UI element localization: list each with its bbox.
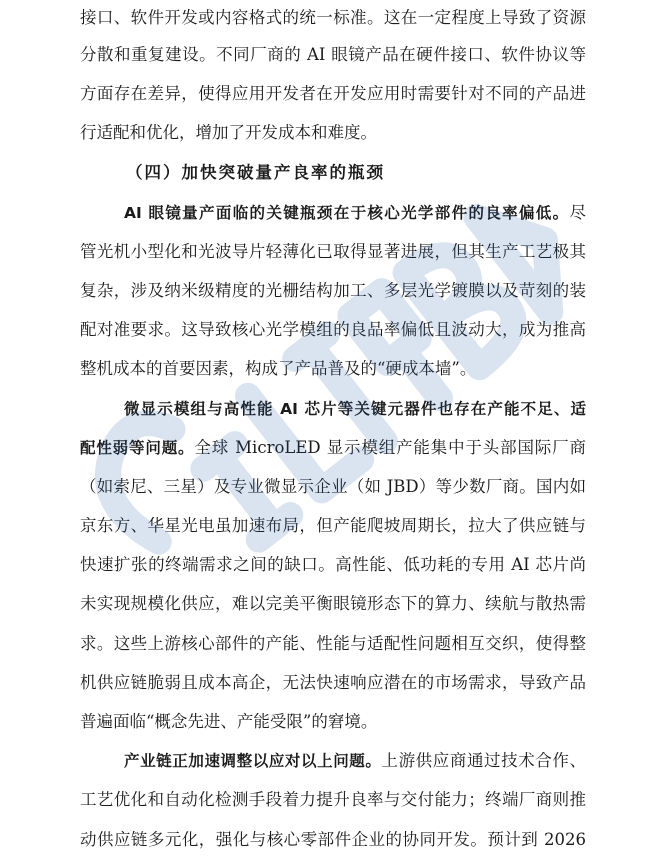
bold-lead-sentence: 微显示模组与高性能 AI 芯片等关键元器件也存在产能不足、适 bbox=[124, 399, 586, 418]
text-line: 分散和重复建设。不同厂商的 AI 眼镜产品在硬件接口、软件协议等 bbox=[80, 45, 586, 64]
text-line: （如索尼、三星）及专业微显示企业（如 JBD）等少数厂商。国内如 bbox=[80, 476, 586, 496]
text-line bbox=[80, 193, 586, 232]
text-fragment: 尽 bbox=[569, 202, 586, 222]
section-heading: （四）加快突破量产良率的瓶颈 bbox=[126, 162, 385, 182]
text-line: 快速扩张的终端需求之间的缺口。高性能、低功耗的专用 AI 芯片尚 bbox=[80, 555, 586, 575]
text-fragment: 上游供应商通过技术合作、 bbox=[381, 751, 586, 771]
text-line: 配对准要求。这导致核心光学模组的良品率偏低且波动大，成为推高 bbox=[80, 320, 586, 340]
text-line: 京东方、华星光电虽加速布局，但产能爬坡周期长，拉大了供应链与 bbox=[80, 516, 586, 536]
text-line: 普遍面临“概念先进、产能受限”的窘境。 bbox=[80, 712, 378, 731]
text-line bbox=[80, 389, 586, 428]
bold-lead-sentence: 配性弱等问题。 bbox=[80, 438, 195, 457]
text-line: 动供应链多元化，强化与核心零部件企业的协同开发。预计到 2026 bbox=[80, 829, 586, 849]
text-line bbox=[80, 428, 586, 467]
bold-lead-sentence: AI 眼镜量产面临的关键瓶颈在于核心光学部件的良率偏低。 bbox=[124, 203, 570, 222]
text-line: 未实现规模化供应，难以完美平衡眼镜形态下的算力、续航与散热需 bbox=[80, 594, 586, 614]
text-line: 接口、软件开发或内容格式的统一标准。这在一定程度上导致了资源 bbox=[80, 8, 586, 27]
text-line: 求。这些上游核心部件的产能、性能与适配性问题相互交织，使得整 bbox=[80, 633, 586, 653]
text-line bbox=[80, 741, 586, 780]
text-line: 管光机小型化和光波导片轻薄化已取得显著进展，但其生产工艺极其 bbox=[80, 241, 586, 261]
text-line: 复杂，涉及纳米级精度的光栅结构加工、多层光学镀膜以及苛刻的装 bbox=[80, 280, 586, 300]
bold-lead-sentence: 产业链正加速调整以应对以上问题。 bbox=[124, 752, 382, 771]
text-line: 工艺优化和自动化检测手段着力提升良率与交付能力；终端厂商则推 bbox=[80, 790, 586, 810]
text-line: 方面存在差异，使得应用开发者在开发应用时需要针对不同的产品进 bbox=[80, 84, 586, 104]
text-line: 行适配和优化，增加了开发成本和难度。 bbox=[80, 123, 377, 143]
text-line: 整机成本的首要因素，构成了产品普及的“硬成本墙”。 bbox=[80, 359, 477, 379]
text-fragment: 全球 MicroLED 显示模组产能集中于头部国际厂商 bbox=[194, 437, 586, 457]
text-line: 机供应链脆弱且成本高企，无法快速响应潜在的市场需求，导致产品 bbox=[80, 672, 586, 692]
document-page bbox=[80, 0, 586, 859]
